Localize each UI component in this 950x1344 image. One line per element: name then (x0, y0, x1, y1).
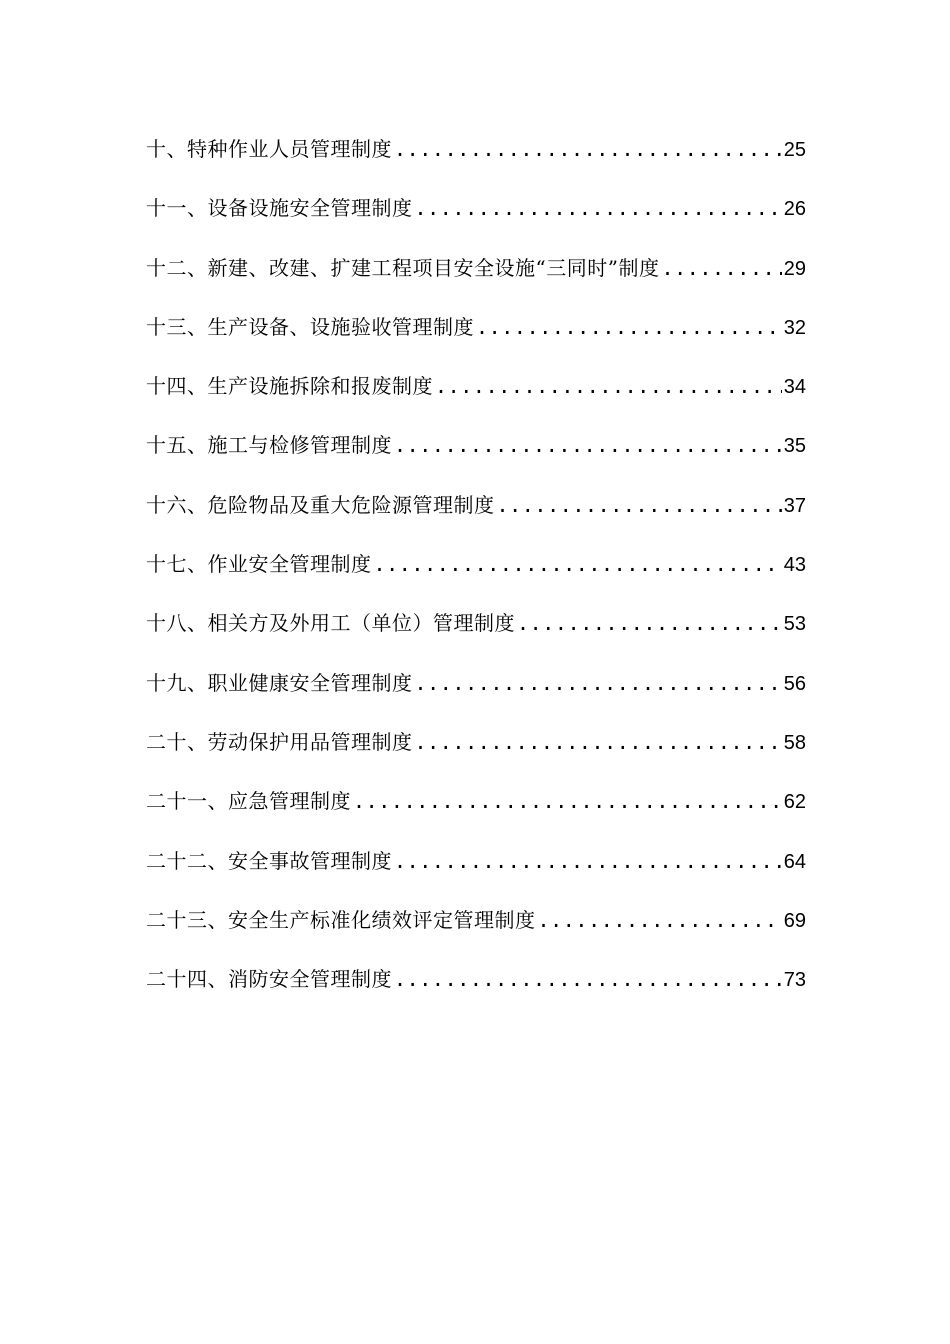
toc-entry-title: 二十二、安全事故管理制度 (146, 848, 392, 873)
toc-entry-title: 十一、设备设施安全管理制度 (146, 196, 413, 221)
toc-entry-16[interactable] (146, 489, 806, 548)
toc-entry-page-number: 34 (783, 376, 806, 399)
toc-entry-17[interactable] (146, 548, 806, 607)
toc-entry-page-number: 29 (783, 257, 806, 280)
toc-entry-page-number: 32 (783, 316, 806, 339)
toc-entry-page-number: 58 (783, 731, 806, 754)
toc-entry-11[interactable] (146, 192, 806, 251)
toc-entry-title: 十七、作业安全管理制度 (146, 552, 372, 577)
toc-dot-leader (415, 671, 782, 695)
toc-dot-leader (415, 730, 782, 754)
toc-dot-leader (374, 552, 782, 576)
toc-entry-title: 十二、新建、改建、扩建工程项目安全设施“三同时”制度 (146, 255, 660, 280)
toc-entry-title: 十六、危险物品及重大危险源管理制度 (146, 492, 495, 517)
toc-entry-23[interactable] (146, 904, 806, 963)
toc-entry-title: 二十四、消防安全管理制度 (146, 967, 392, 992)
toc-entry-13[interactable] (146, 311, 806, 370)
toc-dot-leader (538, 908, 782, 932)
toc-dot-leader (394, 137, 782, 161)
toc-entry-page-number: 64 (783, 850, 806, 873)
toc-dot-leader (394, 967, 782, 991)
toc-entry-20[interactable] (146, 726, 806, 785)
toc-entry-22[interactable] (146, 845, 806, 904)
toc-entry-title: 二十三、安全生产标准化绩效评定管理制度 (146, 907, 536, 932)
table-of-contents (146, 133, 806, 1022)
toc-entry-page-number: 26 (783, 198, 806, 221)
toc-entry-title: 十八、相关方及外用工（单位）管理制度 (146, 611, 515, 636)
toc-dot-leader (415, 196, 782, 220)
toc-entry-15[interactable] (146, 429, 806, 488)
toc-entry-page-number: 43 (783, 554, 806, 577)
toc-entry-19[interactable] (146, 667, 806, 726)
toc-entry-page-number: 37 (783, 494, 806, 517)
toc-entry-page-number: 35 (783, 435, 806, 458)
toc-dot-leader (517, 611, 782, 635)
toc-entry-21[interactable] (146, 785, 806, 844)
toc-dot-leader (435, 374, 782, 398)
toc-entry-page-number: 56 (783, 672, 806, 695)
toc-dot-leader (394, 433, 782, 457)
toc-entry-title: 二十、劳动保护用品管理制度 (146, 729, 413, 754)
toc-entry-12[interactable] (146, 252, 806, 311)
toc-dot-leader (497, 493, 782, 517)
toc-entry-title: 十三、生产设备、设施验收管理制度 (146, 314, 474, 339)
toc-entry-18[interactable] (146, 607, 806, 666)
toc-entry-page-number: 69 (783, 909, 806, 932)
toc-entry-page-number: 25 (783, 139, 806, 161)
toc-entry-title: 十、特种作业人员管理制度 (146, 137, 392, 161)
toc-entry-page-number: 62 (783, 791, 806, 814)
toc-dot-leader (476, 315, 782, 339)
toc-entry-title: 十九、职业健康安全管理制度 (146, 670, 413, 695)
toc-entry-24[interactable] (146, 963, 806, 1022)
toc-entry-title: 十五、施工与检修管理制度 (146, 433, 392, 458)
toc-dot-leader (661, 256, 781, 280)
toc-dot-leader (394, 849, 782, 873)
toc-entry-page-number: 73 (783, 969, 806, 992)
toc-entry-title: 二十一、应急管理制度 (146, 789, 351, 814)
toc-entry-title: 十四、生产设施拆除和报废制度 (146, 374, 433, 399)
toc-dot-leader (353, 789, 782, 813)
toc-entry-14[interactable] (146, 370, 806, 429)
toc-entry-page-number: 53 (783, 613, 806, 636)
toc-entry-10[interactable] (146, 133, 806, 192)
